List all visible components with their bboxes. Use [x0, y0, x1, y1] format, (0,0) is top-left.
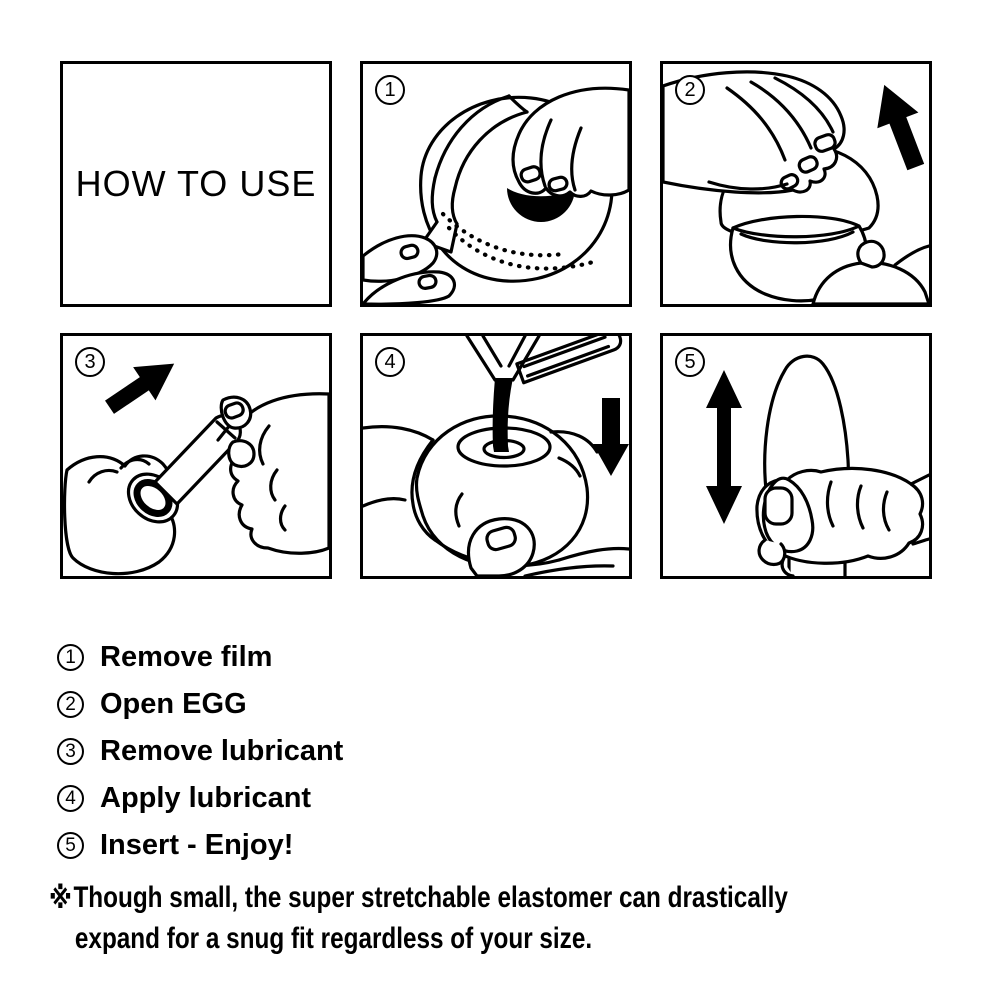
illustration-open-egg: [663, 64, 929, 304]
step-1-circle-number: 1: [57, 644, 84, 671]
illustration-apply-lubricant: [363, 336, 629, 576]
step-2-label: Open EGG: [100, 688, 247, 720]
arrow-down-icon: [593, 398, 629, 476]
illustration-remove-film: [363, 64, 629, 304]
step-item-2: [57, 681, 343, 728]
footnote-text-2: expand for a snug fit regardless of your size.: [74, 921, 593, 955]
panel-1-number: 1: [375, 75, 405, 105]
page-title: HOW TO USE: [75, 163, 317, 204]
step-item-4: [57, 775, 343, 822]
step-item-3: [57, 728, 343, 775]
footnote: [49, 877, 961, 959]
panel-title: [60, 61, 332, 307]
step-4-label: Apply lubricant: [100, 782, 312, 814]
panel-step-3: [60, 333, 332, 579]
footnote-text-1: Though small, the super stretchable elastomer can drastically: [73, 880, 788, 914]
step-5-circle-number: 5: [57, 832, 84, 859]
squeezed-tube: [517, 336, 623, 383]
step-item-5: [57, 822, 343, 869]
step-5-label: Insert - Enjoy!: [100, 829, 294, 861]
panel-step-2: [660, 61, 932, 307]
panel-3-number: 3: [75, 347, 105, 377]
panel-4-number: 4: [375, 347, 405, 377]
panel-step-5: [660, 333, 932, 579]
illustration-insert-enjoy: [663, 336, 929, 576]
panel-2-number: 2: [675, 75, 705, 105]
panel-5-number: 5: [675, 347, 705, 377]
step-3-circle-number: 3: [57, 738, 84, 765]
panel-step-1: [360, 61, 632, 307]
arrow-up-down-icon: [706, 370, 742, 524]
steps-list: [57, 634, 343, 869]
step-4-circle-number: 4: [57, 785, 84, 812]
arrow-up-left-icon: [864, 77, 929, 175]
step-item-1: [57, 634, 343, 681]
step-2-circle-number: 2: [57, 691, 84, 718]
step-3-label: Remove lubricant: [100, 735, 344, 767]
reference-mark: ※: [49, 880, 72, 915]
arrow-up-right-icon: [98, 347, 185, 424]
footnote-line-2: [49, 918, 788, 959]
panel-step-4: [360, 333, 632, 579]
footnote-line-1: [49, 877, 788, 918]
illustration-remove-lubricant: [63, 336, 329, 576]
step-1-label: Remove film: [100, 641, 273, 673]
